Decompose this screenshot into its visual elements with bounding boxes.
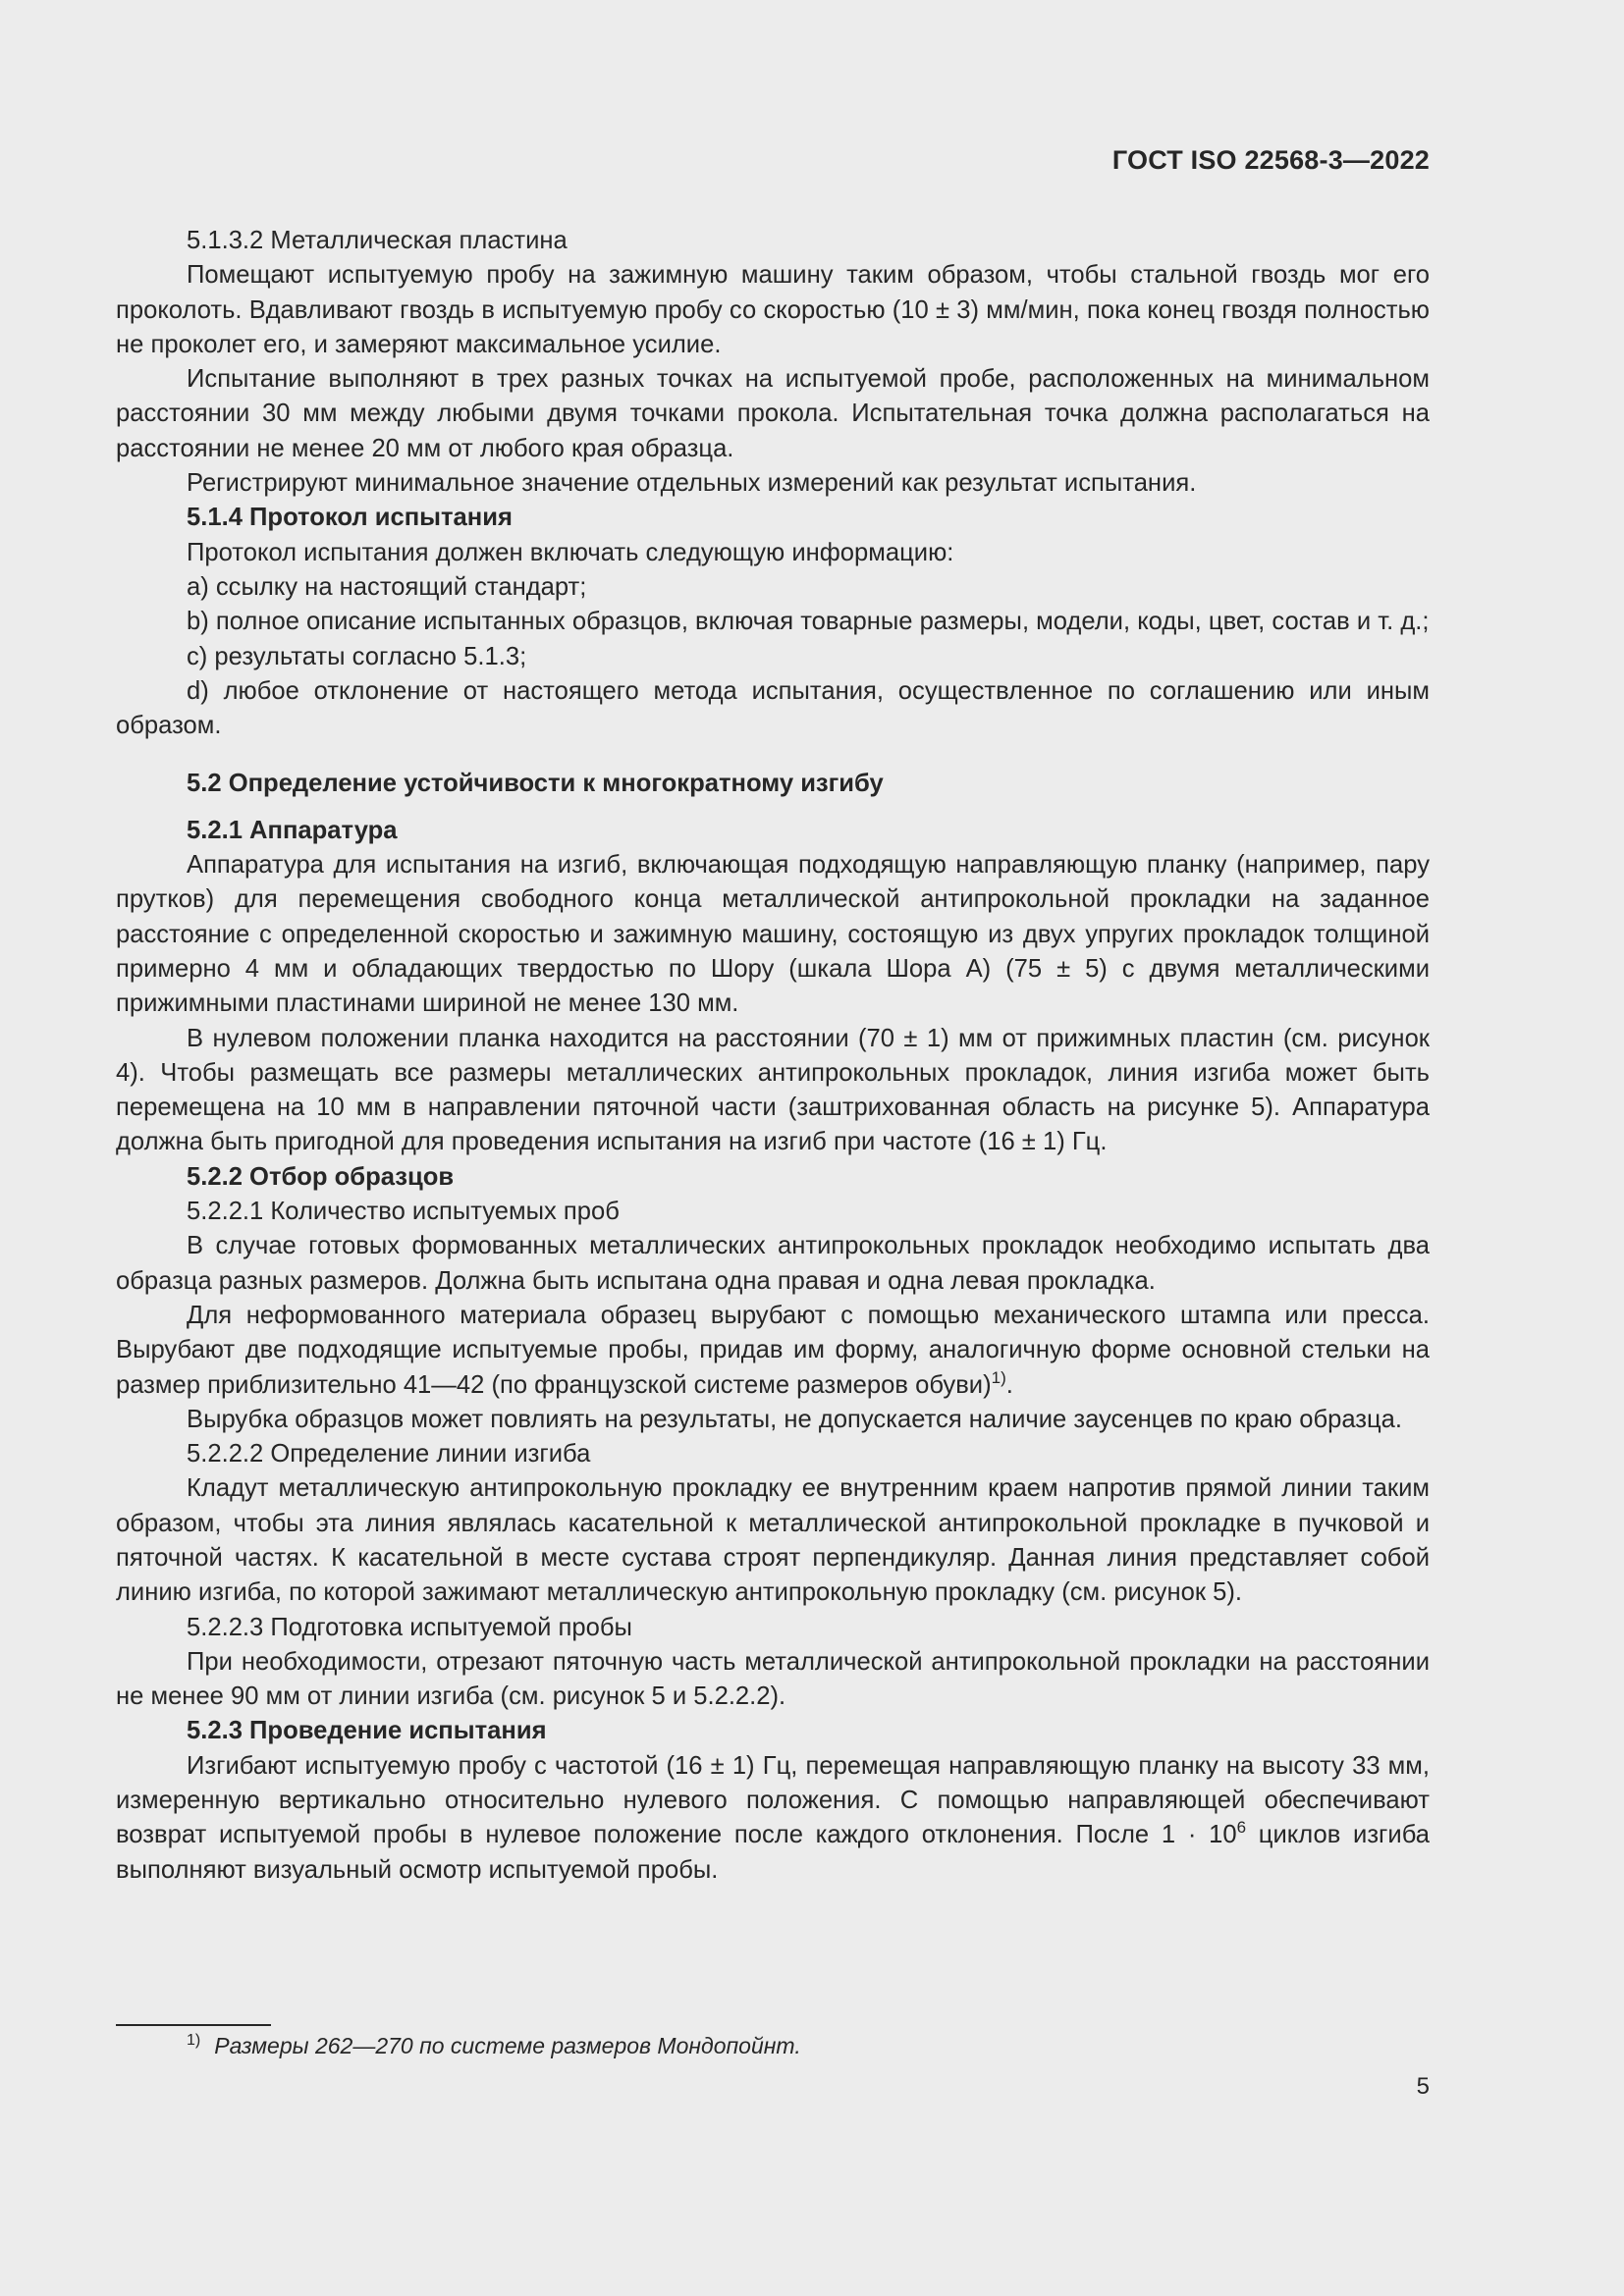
page-number: 5 [1416, 2073, 1430, 2100]
paragraph: Вырубка образцов может повлиять на результаты, не допускается наличие заусенцев по краю образца. [187, 1405, 1403, 1433]
paragraph: Аппаратура для испытания на изгиб, включающая подходящую направляющую планку (например, пару прутков) для перемещения свободного конца металлической антипрокольной прокладки на заданное расстояние с определенной скоростью и зажимную машину, состоящую из двух упругих прокладок толщиной примерно 4 мм и обладающих твердостью по Шору (шкала Шора A) (75 ± 5) с двумя металлическими прижимными пластинами шириной не менее 130 мм. [116, 851, 1430, 1018]
list-item: a) ссылку на настоящий стандарт; [187, 572, 587, 601]
section-heading: 5.2.3 Проведение испытания [187, 1717, 547, 1745]
subsection-heading: 5.2.2.1 Количество испытуемых проб [187, 1198, 620, 1226]
paragraph [116, 1299, 1430, 1403]
paragraph: Кладут металлическую антипрокольную прокладку ее внутренним краем напротив прямой линии таким образом, чтобы эта линия являлась касательной к металлической антипрокольной прокладке в пучковой и пяточной частях. К касательной в месте сустава строят перпендикуляр. Данная линия представляет собой линию изгиба, по которой зажимают металлическую антипрокольную прокладку (см. рисунок 5). [116, 1474, 1430, 1607]
paragraph: Испытание выполняют в трех разных точках на испытуемой пробе, расположенных на минимальном расстоянии 30 мм между любыми двумя точками прокола. Испытательная точка должна располагаться на расстоянии не менее 20 мм от любого края образца. [116, 365, 1430, 462]
subsection-heading: 5.2.2.3 Подготовка испытуемой пробы [187, 1613, 632, 1641]
footnote-ref: 1) [991, 1367, 1006, 1387]
paragraph-text: Изгибают испытуемую пробу с частотой (16 ± 1) Гц, перемещая направляющую планку на высоту 33 мм, измеренную вертикально относительно нулевого положения. С помощью направляющей обеспечивают возврат испытуемой пробы в нулевое положение после каждого отклонения. После 1 · 10 [116, 1751, 1430, 1849]
footnote-marker: 1) [187, 2032, 201, 2049]
list-item: b) полное описание испытанных образцов, включая товарные размеры, модели, коды, цвет, состав и т. д.; [187, 608, 1430, 636]
paragraph: Регистрируют минимальное значение отдельных измерений как результат испытания. [187, 469, 1197, 498]
paragraph-end: . [1005, 1370, 1013, 1399]
paragraph: Помещают испытуемую пробу на зажимную машину таким образом, чтобы стальной гвоздь мог его проколоть. Вдавливают гвоздь в испытуемую пробу со скоростью (10 ± 3) мм/мин, пока конец гвоздя полностью не проколет его, и замеряют максимальное усилие. [116, 261, 1430, 358]
document-code: ГОСТ ISO 22568-3—2022 [1111, 145, 1430, 175]
section-heading: 5.2.2 Отбор образцов [187, 1162, 455, 1191]
list-item: d) любое отклонение от настоящего метода испытания, осуществленное по соглашению или иным образом. [116, 676, 1430, 740]
footnote [187, 2030, 801, 2061]
document-body [116, 224, 1430, 1888]
section-heading: 5.1.4 Протокол испытания [187, 504, 513, 532]
paragraph [116, 1749, 1430, 1888]
paragraph: При необходимости, отрезают пяточную часть металлической антипрокольной прокладки на расстоянии не менее 90 мм от линии изгиба (см. рисунок 5 и 5.2.2.2). [116, 1647, 1430, 1711]
paragraph: В нулевом положении планка находится на расстоянии (70 ± 1) мм от прижимных пластин (см. рисунок 4). Чтобы размещать все размеры металлических антипрокольных прокладок, линия изгиба может быть перемещена на 10 мм в направлении пяточной части (заштрихованная область на рисунке 5). Аппаратура должна быть пригодной для проведения испытания на изгиб при частоте (16 ± 1) Гц. [116, 1024, 1430, 1156]
section-heading: 5.2.1 Аппаратура [187, 816, 398, 844]
paragraph-text: Для неформованного материала образец вырубают с помощью механического штампа или пресса. Вырубают две подходящие испытуемые пробы, придав им форму, аналогичную форме основной стельки на размер приблизительно 41—42 (по французской системе размеров обуви) [116, 1301, 1430, 1399]
subsection-heading: 5.2.2.2 Определение линии изгиба [187, 1440, 591, 1468]
list-item: c) результаты согласно 5.1.3; [187, 642, 527, 670]
footnote-text: Размеры 262—270 по системе размеров Мондопойнт. [214, 2033, 801, 2058]
exponent: 6 [1236, 1818, 1247, 1838]
subsection-heading: 5.1.3.2 Металлическая пластина [187, 227, 568, 254]
section-heading: 5.2 Определение устойчивости к многократному изгибу [187, 770, 884, 798]
footnote-divider [116, 2024, 271, 2026]
paragraph-end: циклов изгиба выполняют визуальный осмотр испытуемой пробы. [116, 1821, 1430, 1884]
paragraph: Протокол испытания должен включать следующую информацию: [187, 538, 954, 566]
paragraph: В случае готовых формованных металлических антипрокольных прокладок необходимо испытать два образца разных размеров. Должна быть испытана одна правая и одна левая прокладка. [116, 1232, 1430, 1295]
